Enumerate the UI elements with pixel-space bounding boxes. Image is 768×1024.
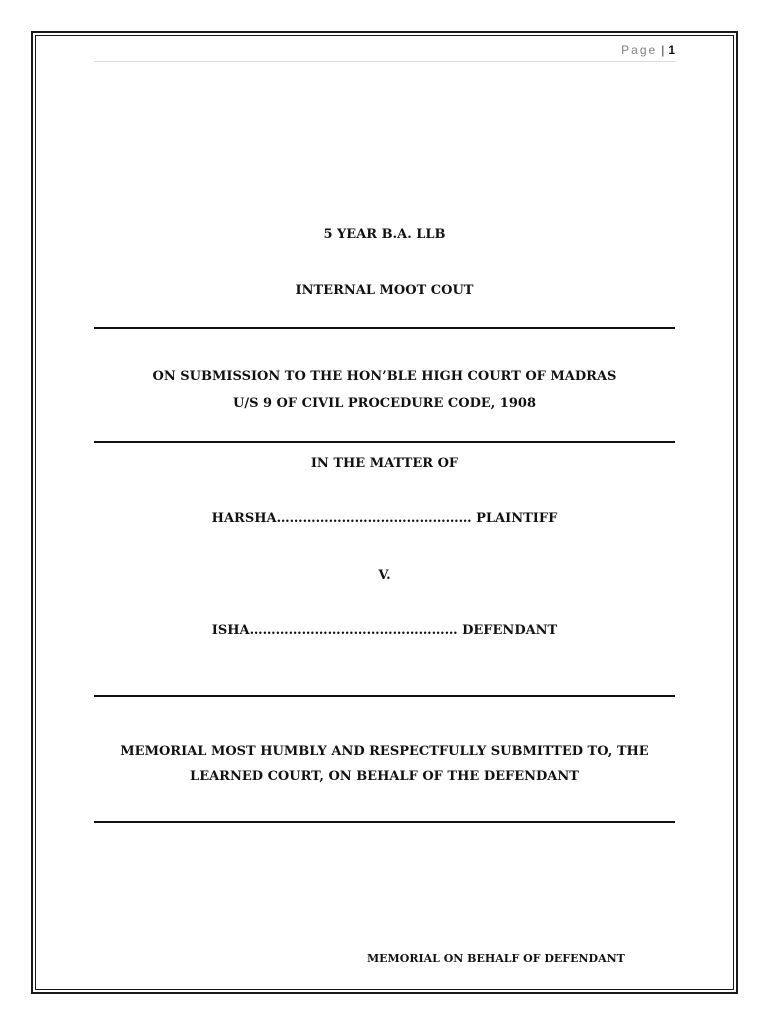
submission-line-1: ON SUBMISSION TO THE HON’BLE HIGH COURT OF MADRAS (152, 369, 617, 384)
page-separator: | (661, 43, 665, 57)
divider-rule (94, 821, 675, 823)
versus-label: V. (378, 568, 391, 583)
moot-title: INTERNAL MOOT COUT (295, 283, 474, 298)
page-label: Page (621, 43, 658, 57)
page-number: 1 (668, 43, 675, 57)
memorial-line-1: MEMORIAL MOST HUMBLY AND RESPECTFULLY SUBMITTED TO, THE (120, 744, 649, 759)
memorial-line-2: LEARNED COURT, ON BEHALF OF THE DEFENDANT (190, 769, 579, 784)
divider-rule (94, 441, 675, 443)
course-title: 5 YEAR B.A. LLB (323, 227, 446, 242)
page-header (94, 43, 675, 62)
matter-heading: IN THE MATTER OF (310, 456, 459, 471)
divider-rule (94, 695, 675, 697)
plaintiff-line: HARSHA……………………………………… PLAINTIFF (211, 511, 558, 526)
divider-rule (94, 327, 675, 329)
page-footer: MEMORIAL ON BEHALF OF DEFENDANT (367, 952, 625, 965)
defendant-line: ISHA………………………………………… DEFENDANT (211, 623, 558, 638)
submission-line-2: U/S 9 OF CIVIL PROCEDURE CODE, 1908 (232, 396, 536, 411)
